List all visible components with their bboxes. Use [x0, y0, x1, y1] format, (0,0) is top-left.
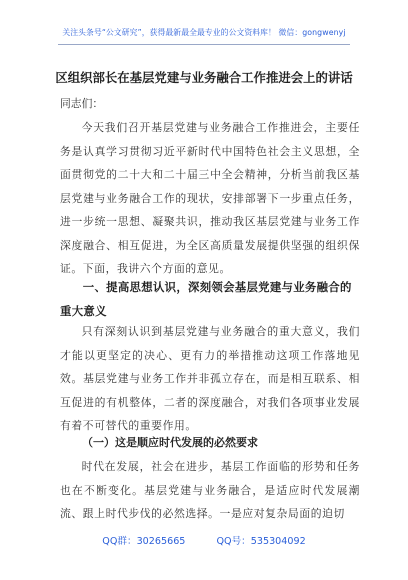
- document-title: 区组织部长在基层党建与业务融合工作推进会上的讲话: [55, 70, 353, 85]
- footer-contact: [0, 533, 408, 547]
- greeting: 同志们：: [60, 97, 104, 110]
- paragraph-intro: 今天我们召开基层党建与业务融合工作推进会，主要任务是认真学习贯彻习近平新时代中国特色社会主义思想，全面贯彻党的二十大和二十届三中全会精神，分析当前我区基层党建与业务融合工作的现状，安排部署下一步重点任务，进一步统一思想、凝聚共识，推动我区基层党建与业务工作深度融合、相互促进，为全区高质量发展提供坚强的组织保证。下面，我讲六个方面的意见。: [60, 121, 360, 275]
- header-divider: [58, 44, 350, 45]
- header-banner: 关注头条号“公文研究”，获得最新最全最专业的公文资料库！ 微信：gongwenyj: [62, 28, 346, 37]
- subsection-heading-1: （一）这是顺应时代发展的必然要求: [82, 436, 258, 449]
- footer-qq-group: QQ群：30265665: [102, 536, 186, 547]
- section-heading-1: 一、提高思想认识，深刻领会基层党建与业务融合的重大意义: [60, 280, 352, 318]
- paragraph-section-1: 只有深刻认识到基层党建与业务融合的重大意义，我们才能以更坚定的决心、更有力的举措推动这项工作落地见效。基层党建与业务工作并非孤立存在，而是相互联系、相互促进的有机整体，二者的深度融合，对我们各项事业发展有着不可替代的重要作用。: [60, 325, 360, 432]
- paragraph-subsection-1: 时代在发展，社会在进步，基层工作面临的形势和任务也在不断变化。基层党建与业务融合，是适应时代发展潮流、跟上时代步伐的必然选择。一是应对复杂局面的迫切: [60, 460, 360, 520]
- footer-qq-number: QQ号：535304092: [216, 536, 306, 547]
